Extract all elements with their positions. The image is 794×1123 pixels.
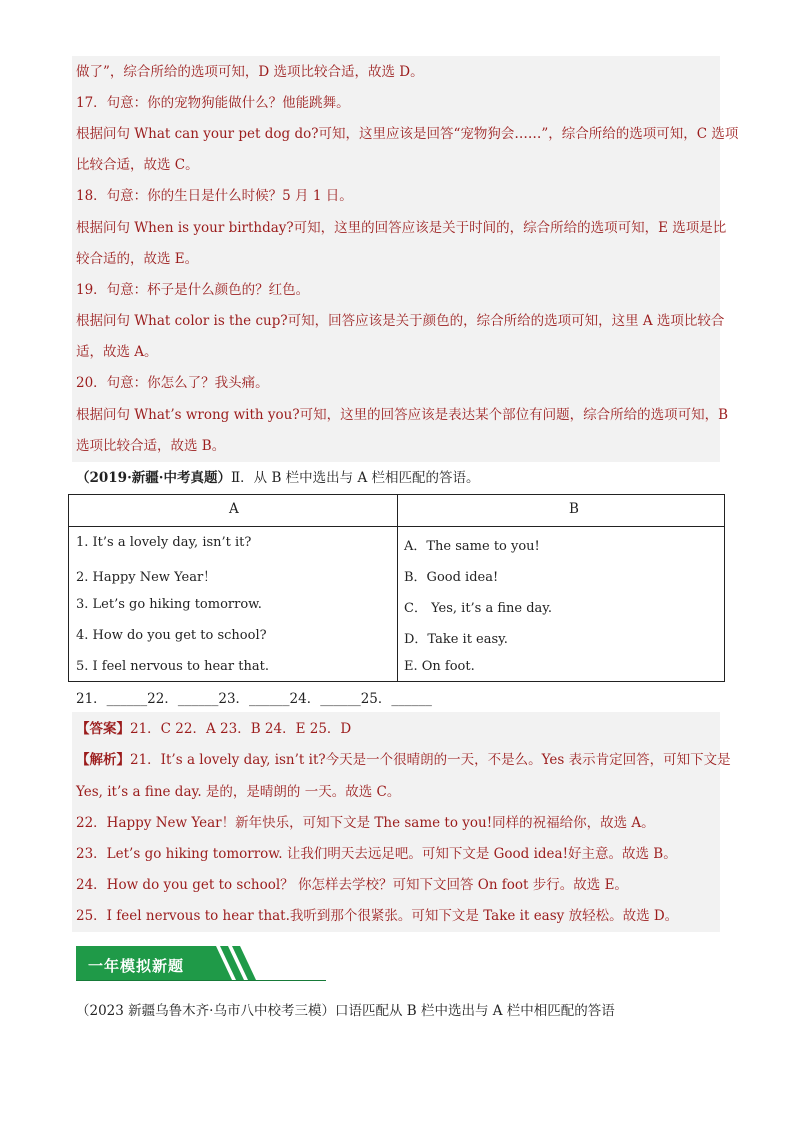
- explanation-line: 17．句意：你的宠物狗能做什么？他能跳舞。: [76, 95, 350, 111]
- section-title: 一年模拟新题: [88, 957, 185, 975]
- explanation-line: 19．句意：杯子是什么颜色的？红色。: [76, 282, 310, 298]
- table-header-rule: [69, 526, 724, 527]
- question-heading: [76, 468, 720, 488]
- explanation-line: 根据问句 When is your birthday?可知，这里的回答应该是关于时间的，综合所给的选项可知，E 选项是比: [76, 220, 727, 236]
- table-cell-a: 3. Let’s go hiking tomorrow.: [76, 597, 262, 612]
- table-cell-a: 4. How do you get to school?: [76, 628, 267, 643]
- explanation-line: 选项比较合适，故选 B。: [76, 438, 226, 454]
- explanation-line: 适，故选 A。: [76, 344, 158, 360]
- answer-line: [76, 719, 720, 739]
- column-a-header: A: [229, 501, 239, 517]
- table-cell-b: A．The same to you!: [404, 539, 540, 554]
- table-cell-a: 5. I feel nervous to hear that.: [76, 659, 269, 674]
- question-text: Ⅱ．从 B 栏中选出与 A 栏相匹配的答语。: [230, 470, 480, 486]
- explanation-line: 根据问句 What color is the cup?可知，回答应该是关于颜色的，综合所给的选项可知，这里 A 选项比较合: [76, 313, 725, 329]
- column-b-header: B: [569, 501, 579, 517]
- answer-label: 【答案】: [76, 721, 130, 737]
- analysis-label: 【解析】: [76, 752, 130, 768]
- question-source: （2019·新疆·中考真题）: [76, 470, 231, 486]
- answer-text: 21．C 22．A 23．B 24．E 25．D: [130, 721, 352, 737]
- analysis-line: 24．How do you get to school？ 你怎样去学校？可知下文回答 On foot 步行。故选 E。: [76, 877, 628, 893]
- table-cell-b: C． Yes, it’s a fine day.: [404, 601, 553, 616]
- table-cell-a: 2. Happy New Year！: [76, 570, 217, 585]
- explanation-line: 做了”，综合所给的选项可知，D 选项比较合适，故选 D。: [76, 64, 424, 80]
- analysis-line: Yes, it’s a fine day. 是的，是晴朗的 一天。故选 C。: [76, 784, 401, 800]
- explanation-line: 20．句意：你怎么了？我头痛。: [76, 375, 269, 391]
- answer-blanks: 21．______22．______23．______24．______25．______: [76, 691, 432, 707]
- explanation-line: 比较合适，故选 C。: [76, 157, 199, 173]
- explanation-line: 根据问句 What’s wrong with you?可知，这里的回答应该是表达某个部位有问题，综合所给的选项可知，B: [76, 407, 729, 423]
- explanation-line: 根据问句 What can your pet dog do?可知，这里应该是回答“宠物狗会……”，综合所给的选项可知，C 选项: [76, 126, 739, 142]
- table-cell-a: 1. It’s a lovely day, isn’t it?: [76, 535, 252, 550]
- analysis-text: 21．It’s a lovely day, isn’t it?今天是一个很晴朗的一天，不是么。Yes 表示肯定回答，可知下文是: [130, 752, 731, 768]
- section-banner: [76, 946, 326, 982]
- table-cell-b: D．Take it easy.: [404, 632, 508, 647]
- table-cell-b: E. On foot.: [404, 659, 475, 674]
- table-divider: [397, 495, 398, 681]
- explanation-line: 18．句意：你的生日是什么时候？5 月 1 日。: [76, 188, 353, 204]
- explanation-line: 较合适的，故选 E。: [76, 251, 199, 267]
- analysis-line: 25．I feel nervous to hear that.我听到那个很紧张。可知下文是 Take it easy 放轻松。故选 D。: [76, 908, 679, 924]
- next-question-heading: （2023 新疆乌鲁木齐·乌市八中校考三模）口语匹配从 B 栏中选出与 A 栏中相匹配的答语: [76, 1003, 615, 1019]
- table-cell-b: B．Good idea!: [404, 570, 499, 585]
- analysis-line: 22．Happy New Year！新年快乐，可知下文是 The same to you!同样的祝福给你，故选 A。: [76, 815, 655, 831]
- matching-table: [68, 494, 725, 682]
- analysis-line: [76, 750, 731, 770]
- analysis-line: 23．Let’s go hiking tomorrow. 让我们明天去远足吧。可知下文是 Good idea!好主意。故选 B。: [76, 846, 677, 862]
